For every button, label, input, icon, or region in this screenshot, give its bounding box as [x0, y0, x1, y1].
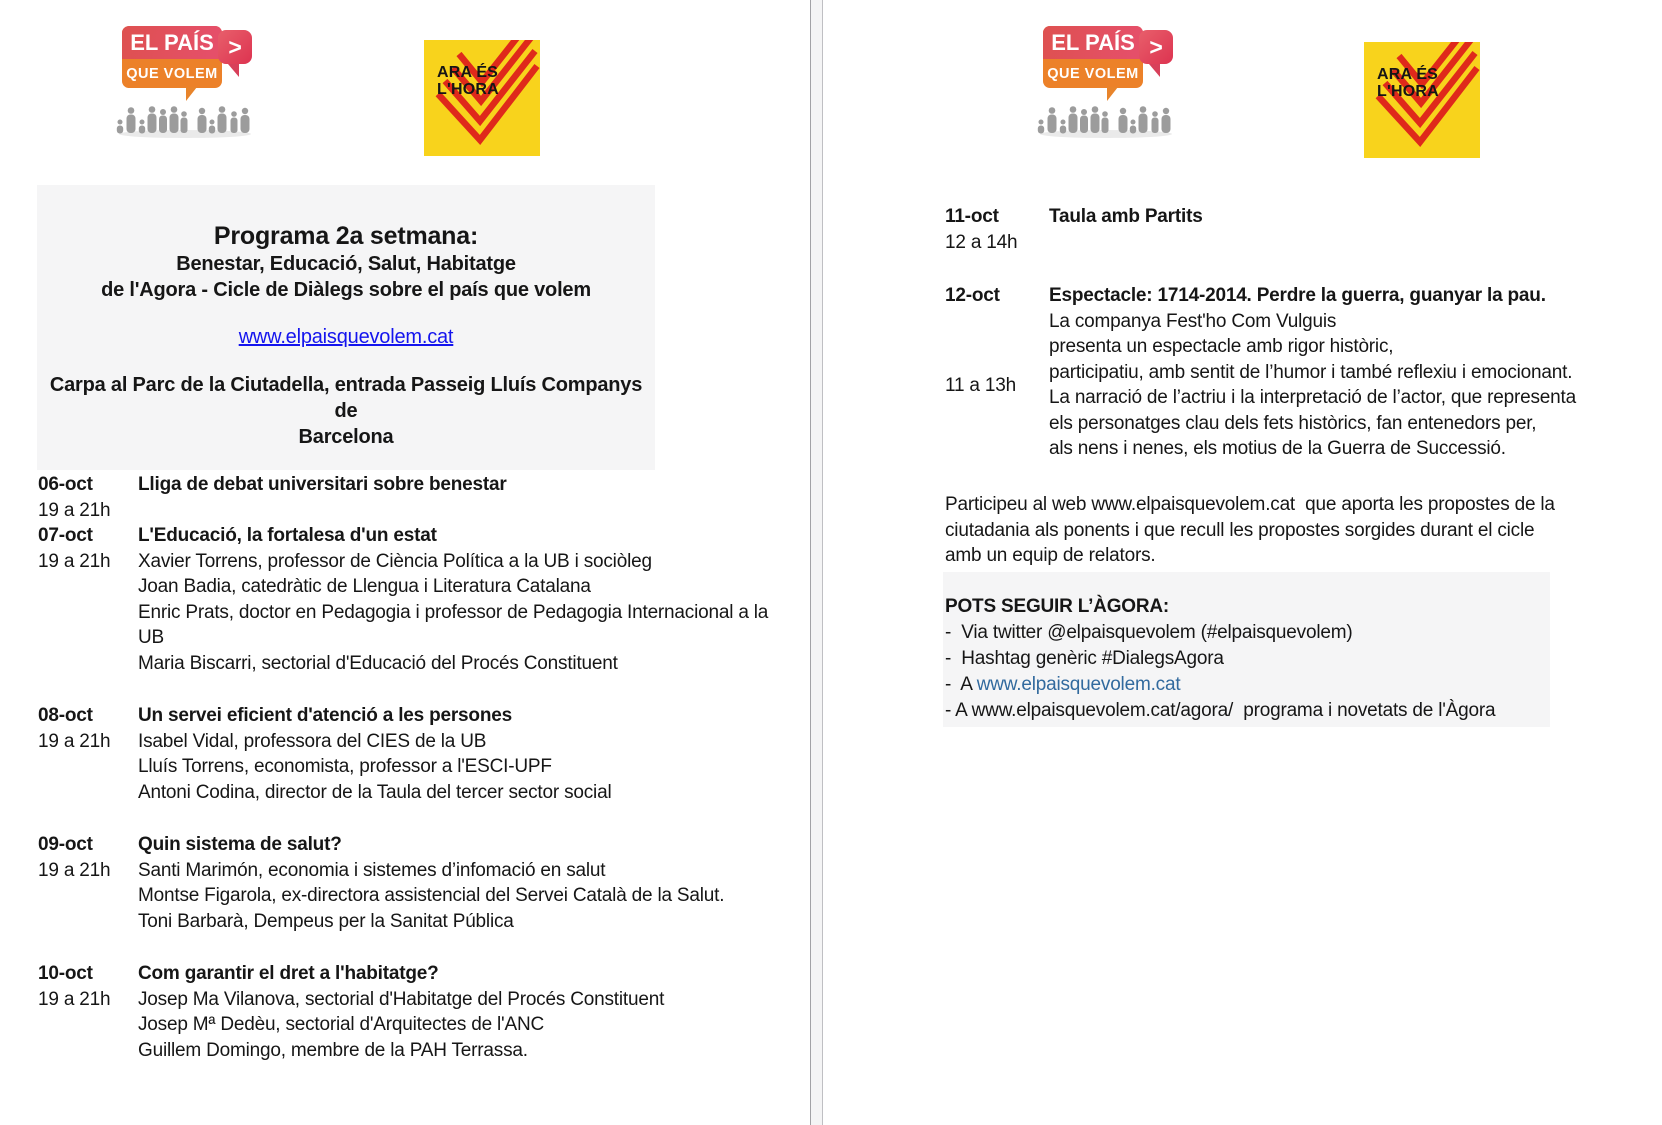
check-chevrons-icon	[424, 40, 540, 156]
event-speaker: Isabel Vidal, professora del CIES de la UB	[138, 730, 487, 752]
event-date-col	[38, 832, 138, 934]
event-speaker: Maria Biscarri, sectorial d'Educació del Procés Constituent	[138, 652, 618, 674]
follow-section	[945, 594, 1565, 724]
venue-text	[37, 372, 655, 450]
website-link-wrap	[37, 324, 655, 350]
event-title: Taula amb Partits	[1049, 206, 1203, 227]
event-speaker: Montse Figarola, ex-directora assistencial del Servei Català de la Salut.	[138, 885, 725, 906]
event-time: 19 a 21h	[38, 499, 111, 521]
event-text-col	[138, 523, 800, 676]
page-subtitle-line1: Benestar, Educació, Salut, Habitatge	[176, 253, 516, 275]
event-block-08oct	[38, 703, 800, 805]
ara-es-lhora-logo	[424, 40, 540, 156]
event-date-col	[38, 472, 138, 523]
venue-line1: Carpa al Parc de la Ciutadella, entrada Passeig Lluís Companys de	[49, 374, 643, 422]
follow-item-twitter: - Via twitter @elpaisquevolem (#elpaisquevolem)	[945, 622, 1353, 643]
page-gap-divider	[810, 0, 823, 1125]
logo-subtitle: QUE VOLEM	[126, 65, 218, 82]
event-speaker: Joan Badia, catedràtic de Llengua i Literatura Catalana	[138, 576, 591, 597]
participate-paragraph	[945, 492, 1575, 569]
event-date: 12-oct	[945, 285, 1000, 306]
event-title: Espectacle: 1714-2014. Perdre la guerra, guanyar la pau.	[1049, 285, 1546, 306]
logo-title: EL PAÍS	[122, 26, 222, 59]
event-description-line: presenta un espectacle amb rigor històric,	[1049, 336, 1394, 357]
event-date: 11-oct	[945, 206, 999, 227]
event-block-10oct	[38, 961, 800, 1063]
event-date-col	[38, 703, 138, 805]
document-page-right	[823, 0, 1662, 1125]
ara-logo-line2: L'HORA	[437, 81, 499, 98]
arrow-icon: >	[218, 30, 252, 64]
ara-logo-text	[437, 64, 499, 98]
event-text-col	[138, 961, 800, 1063]
schedule-left	[38, 472, 800, 1090]
follow-item-agora-url: - A www.elpaisquevolem.cat/agora/ programa i novetats de l'Àgora	[945, 700, 1496, 721]
event-block-12oct	[945, 283, 1645, 462]
arrow-icon: >	[1139, 30, 1173, 64]
event-speaker: Josep Ma Vilanova, sectorial d'Habitatge del Procés Constituent	[138, 988, 665, 1010]
event-block-06oct	[38, 472, 800, 523]
check-chevrons-icon	[1364, 42, 1480, 158]
elpais-quevolem-logo	[1031, 20, 1181, 140]
follow-item-hashtag: - Hashtag genèric #DialegsAgora	[945, 648, 1224, 669]
event-speaker: Lluís Torrens, economista, professor a l'ESCI-UPF	[138, 756, 552, 777]
event-date: 06-oct	[38, 474, 93, 495]
ara-logo-line2: L'HORA	[1377, 83, 1439, 100]
logo-title: EL PAÍS	[1043, 26, 1143, 59]
event-text-col	[1049, 283, 1645, 462]
venue-line2: Barcelona	[298, 426, 394, 448]
follow-heading: POTS SEGUIR L’ÀGORA:	[945, 596, 1170, 617]
event-date: 08-oct	[38, 705, 93, 726]
page-subtitle-line2: de l'Agora - Cicle de Diàlegs sobre el país que volem	[101, 279, 591, 301]
event-title: Lliga de debat universitari sobre benestar	[138, 474, 507, 495]
bubble-tail-pink	[1149, 64, 1160, 77]
website-link[interactable]: www.elpaisquevolem.cat	[976, 674, 1181, 695]
website-link[interactable]: www.elpaisquevolem.cat	[238, 326, 454, 348]
event-speaker: Guillem Domingo, membre de la PAH Terrassa.	[138, 1039, 528, 1061]
event-time: 19 a 21h	[38, 859, 111, 881]
event-speaker: Enric Prats, doctor en Pedagogia i professor de Pedagogia Internacional a la	[138, 601, 769, 623]
event-speaker: Santi Marimón, economia i sistemes d’infomació en salut	[138, 859, 606, 881]
event-date-col	[38, 523, 138, 676]
event-description-line: els personatges clau dels fets històrics, fan entenedors per,	[1049, 412, 1537, 434]
event-text-col	[1049, 204, 1645, 255]
event-speaker: Xavier Torrens, professor de Ciència Política a la UB i sociòleg	[138, 550, 652, 572]
event-date: 10-oct	[38, 963, 93, 984]
event-date: 09-oct	[38, 834, 93, 855]
follow-item-website	[945, 672, 1565, 698]
participate-line1: Participeu al web www.elpaisquevolem.cat que aporta les propostes de la	[945, 494, 1555, 515]
event-description-line: La narració de l’actriu i la interpretació de l’actor, que representa	[1049, 387, 1576, 408]
event-time: 19 a 21h	[38, 988, 111, 1010]
event-date: 07-oct	[38, 525, 93, 546]
bubble-tail-orange	[186, 87, 197, 101]
follow-item-prefix: - A	[945, 674, 977, 695]
elpais-quevolem-logo	[110, 20, 260, 140]
event-time: 19 a 21h	[38, 550, 111, 572]
event-title: Com garantir el dret a l'habitatge?	[138, 963, 439, 984]
ara-logo-text	[1377, 66, 1439, 100]
page-title: Programa 2a setmana:	[213, 222, 479, 250]
ara-logo-line1: ARA ÉS	[437, 64, 499, 81]
bubble-tail-orange	[1107, 87, 1118, 101]
speech-bubble	[1043, 26, 1143, 88]
event-block-07oct	[38, 523, 800, 676]
event-block-11oct	[945, 204, 1645, 255]
logo-subtitle: QUE VOLEM	[1047, 65, 1139, 82]
event-description-line: participatiu, amb sentit de l’humor i també reflexiu i emocionant.	[1049, 361, 1573, 383]
event-title: Un servei eficient d'atenció a les persones	[138, 705, 512, 726]
event-date-col	[945, 204, 1049, 255]
event-description-line: als nens i nenes, els motius de la Guerra de Successió.	[1049, 438, 1506, 459]
event-time: 19 a 21h	[38, 730, 111, 752]
event-title: L'Educació, la fortalesa d'un estat	[138, 525, 437, 546]
program-header-panel	[37, 185, 655, 470]
document-page-left	[0, 0, 810, 1125]
event-speaker: UB	[138, 627, 164, 648]
speech-bubble	[122, 26, 222, 88]
event-speaker: Antoni Codina, director de la Taula del tercer sector social	[138, 781, 612, 803]
event-date-col	[945, 283, 1049, 462]
bubble-tail-pink	[228, 64, 239, 77]
event-description-line: La companya Fest'ho Com Vulguis	[1049, 310, 1337, 332]
event-text-col	[138, 472, 800, 523]
event-date-col	[38, 961, 138, 1063]
ara-logo-line1: ARA ÉS	[1377, 66, 1439, 83]
event-text-col	[138, 703, 800, 805]
event-time: 12 a 14h	[945, 231, 1018, 253]
event-speaker: Toni Barbarà, Dempeus per la Sanitat Pública	[138, 910, 514, 932]
participate-line3: amb un equip de relators.	[945, 545, 1156, 566]
event-text-col	[138, 832, 800, 934]
event-title: Quin sistema de salut?	[138, 834, 342, 855]
people-crowd-icon	[110, 102, 260, 138]
event-block-09oct	[38, 832, 800, 934]
event-speaker: Josep Mª Dedèu, sectorial d'Arquitectes de l'ANC	[138, 1014, 544, 1035]
ara-es-lhora-logo	[1364, 42, 1480, 158]
people-crowd-icon	[1031, 102, 1181, 138]
event-time: 11 a 13h	[945, 374, 1016, 396]
participate-line2: ciutadania als ponents i que recull les propostes sorgides durant el cicle	[945, 519, 1535, 541]
